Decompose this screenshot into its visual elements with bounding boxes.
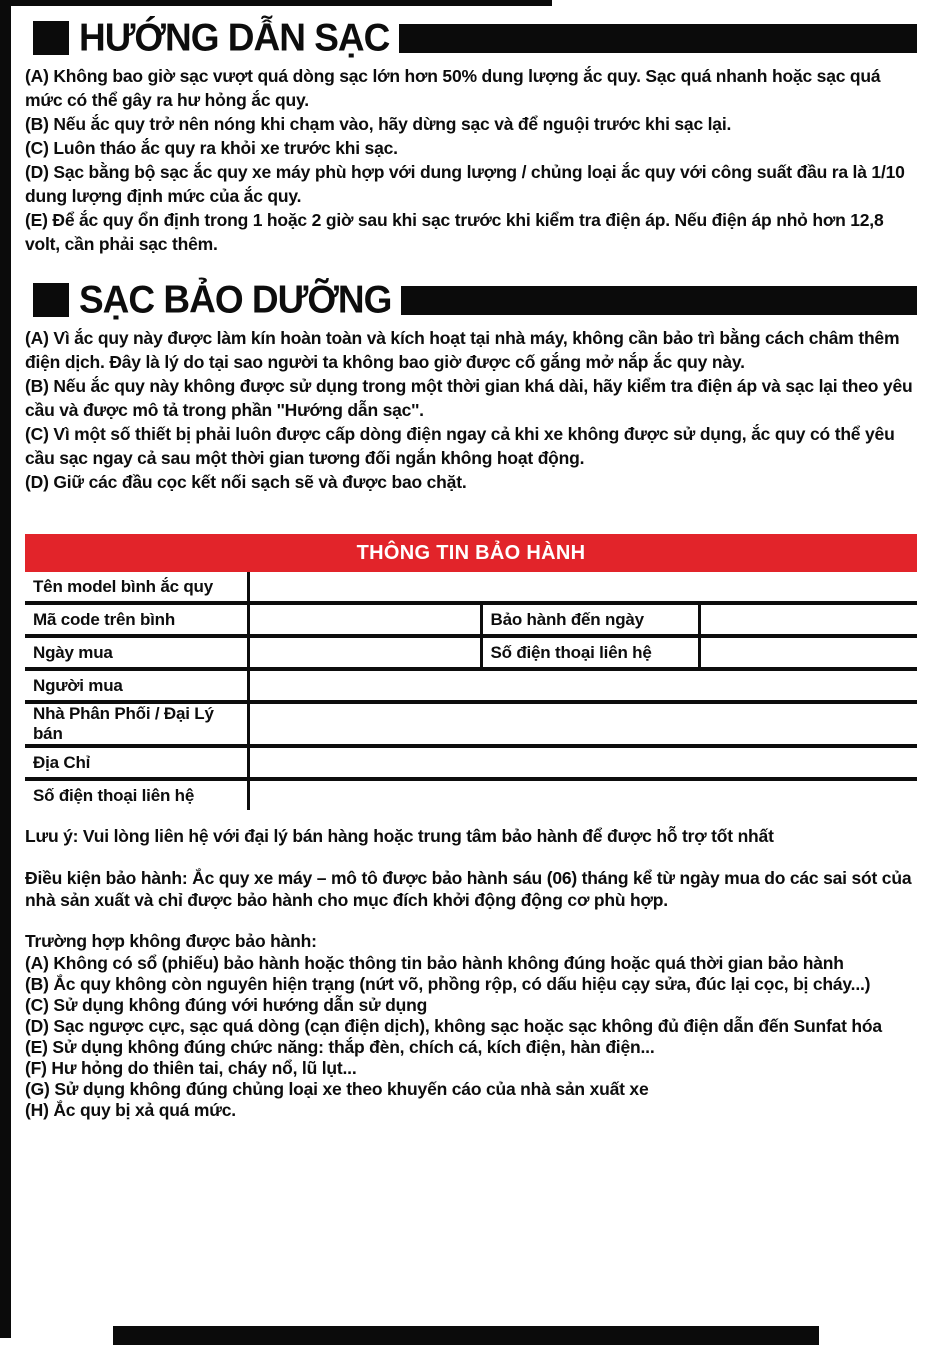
page-left-edge-strip: [0, 0, 11, 1338]
warranty-conditions-note: Điều kiện bảo hành: Ắc quy xe máy – mô tô được bảo hành sáu (06) tháng kể từ ngày mua do các sai sót của nhà sản xuất và chỉ được bảo hành cho mục đích khởi động động cơ phù hợp.: [25, 868, 912, 910]
table-title: THÔNG TIN BẢO HÀNH: [25, 534, 917, 572]
top-crop-bar: [0, 0, 552, 6]
exclusion-item: (A) Không có sổ (phiếu) bảo hành hoặc thông tin bảo hành không đúng hoặc quá thời gian bảo hành: [25, 953, 844, 973]
table-label-cell: Địa Chỉ: [25, 746, 248, 779]
exclusion-item: (G) Sử dụng không đúng chủng loại xe theo khuyến cáo của nhà sản xuất xe: [25, 1079, 649, 1099]
exclusion-item: (H) Ắc quy bị xả quá mức.: [25, 1100, 236, 1120]
section-marker-square-icon: [33, 21, 69, 55]
section-header-bar: [399, 24, 917, 53]
table-value-cell: [248, 746, 917, 779]
table-value-cell: [248, 702, 917, 746]
instruction-item: (A) Vì ắc quy này được làm kín hoàn toàn và kích hoạt tại nhà máy, không cần bảo trì bằng cách châm thêm điện dịch. Đây là lý do tại sao người ta không bao giờ được cố gắng mở nắp ắc quy này.: [25, 328, 900, 372]
exclusion-item: (B) Ắc quy không còn nguyên hiện trạng (nứt võ, phồng rộp, có dấu hiệu cạy sửa, đúc lại cọc, bị cháy...): [25, 974, 871, 994]
instruction-item: (B) Nếu ắc quy này không được sử dụng trong một thời gian khá dài, hãy kiểm tra điện áp và sạc lại theo yêu cầu và được mô tả trong phần ''Hướng dẫn sạc''.: [25, 376, 913, 420]
support-note: Lưu ý: Vui lòng liên hệ với đại lý bán hàng hoặc trung tâm bảo hành để được hỗ trợ tốt nhất: [25, 826, 774, 846]
exclusion-item: (F) Hư hỏng do thiên tai, cháy nổ, lũ lụt...: [25, 1058, 357, 1078]
table-row: [25, 636, 917, 669]
table-row: [25, 746, 917, 779]
table-row: [25, 572, 917, 603]
section-header-charging: [33, 15, 917, 59]
table-label-cell: Tên model bình ắc quy: [33, 576, 213, 596]
table-label-cell: Nhà Phân Phối / Đại Lý bán: [25, 702, 248, 746]
table-row: [25, 669, 917, 702]
warranty-exclusions: [25, 931, 917, 1121]
exclusion-item: (D) Sạc ngược cực, sạc quá dòng (cạn điện dịch), không sạc hoặc sạc không đủ điện dẫn đến Sunfat hóa: [25, 1016, 882, 1036]
instruction-item: (D) Giữ các đầu cọc kết nối sạch sẽ và được bao chặt.: [25, 472, 467, 492]
document-content: [25, 12, 917, 1121]
table-label-cell: Mã code trên bình: [25, 603, 248, 636]
table-value-cell: [248, 669, 917, 702]
section-marker-square-icon: [33, 283, 69, 317]
table-row: [25, 603, 917, 636]
table-label-cell: Người mua: [25, 669, 248, 702]
table-row: [25, 702, 917, 746]
instruction-item: (E) Để ắc quy ổn định trong 1 hoặc 2 giờ sau khi sạc trước khi kiểm tra điện áp. Nếu điện áp nhỏ hơn 12,8 volt, cần phải sạc thêm.: [25, 210, 884, 254]
section-header-bar: [401, 286, 917, 315]
section-title-charging: HƯỚNG DẪN SẠC: [79, 15, 390, 59]
table-value-cell: [248, 636, 481, 669]
table-value-cell: [248, 779, 917, 810]
instruction-item: (D) Sạc bằng bộ sạc ắc quy xe máy phù hợp với dung lượng / chủng loại ắc quy với công suất đầu ra là 1/10 dung lượng định mức của ắc quy.: [25, 162, 905, 206]
exclusion-item: (C) Sử dụng không đúng với hướng dẫn sử dụng: [25, 995, 428, 1015]
table-value-cell: [699, 603, 917, 636]
charging-instructions-list: [25, 64, 917, 256]
exclusion-item: (E) Sử dụng không đúng chức năng: thắp đèn, chích cá, kích điện, hàn điện...: [25, 1037, 655, 1057]
table-value-cell: [248, 572, 917, 603]
instruction-item: (B) Nếu ắc quy trở nên nóng khi chạm vào, hãy dừng sạc và để nguội trước khi sạc lại.: [25, 114, 732, 134]
table-row: [25, 779, 917, 810]
table-value-cell: [248, 603, 481, 636]
table-label-cell: Ngày mua: [25, 636, 248, 669]
bottom-crop-bar: [113, 1326, 819, 1345]
table-value-cell: [699, 636, 917, 669]
instruction-item: (A) Không bao giờ sạc vượt quá dòng sạc lớn hơn 50% dung lượng ắc quy. Sạc quá nhanh hoặc sạc quá mức có thể gây ra hư hỏng ắc quy.: [25, 66, 881, 110]
exclusions-title: Trường hợp không được bảo hành:: [25, 931, 317, 951]
table-label-cell: Số điện thoại liên hệ: [481, 636, 699, 669]
table-label-cell: Bảo hành đến ngày: [481, 603, 699, 636]
section-title-maintenance: SẠC BẢO DƯỠNG: [79, 277, 392, 321]
maintenance-instructions-list: [25, 326, 917, 494]
instruction-item: (C) Luôn tháo ắc quy ra khỏi xe trước khi sạc.: [25, 138, 398, 158]
table-label-cell: Số điện thoại liên hệ: [25, 779, 248, 810]
table-header-row: [25, 534, 917, 572]
warranty-info-table: [25, 534, 917, 810]
section-header-maintenance: [33, 277, 917, 321]
instruction-item: (C) Vì một số thiết bị phải luôn được cấp dòng điện ngay cả khi xe không được sử dụng, ắc quy có thể yêu cầu sạc ngay cả sau một thời gian tương đối ngắn không hoạt động.: [25, 424, 895, 468]
